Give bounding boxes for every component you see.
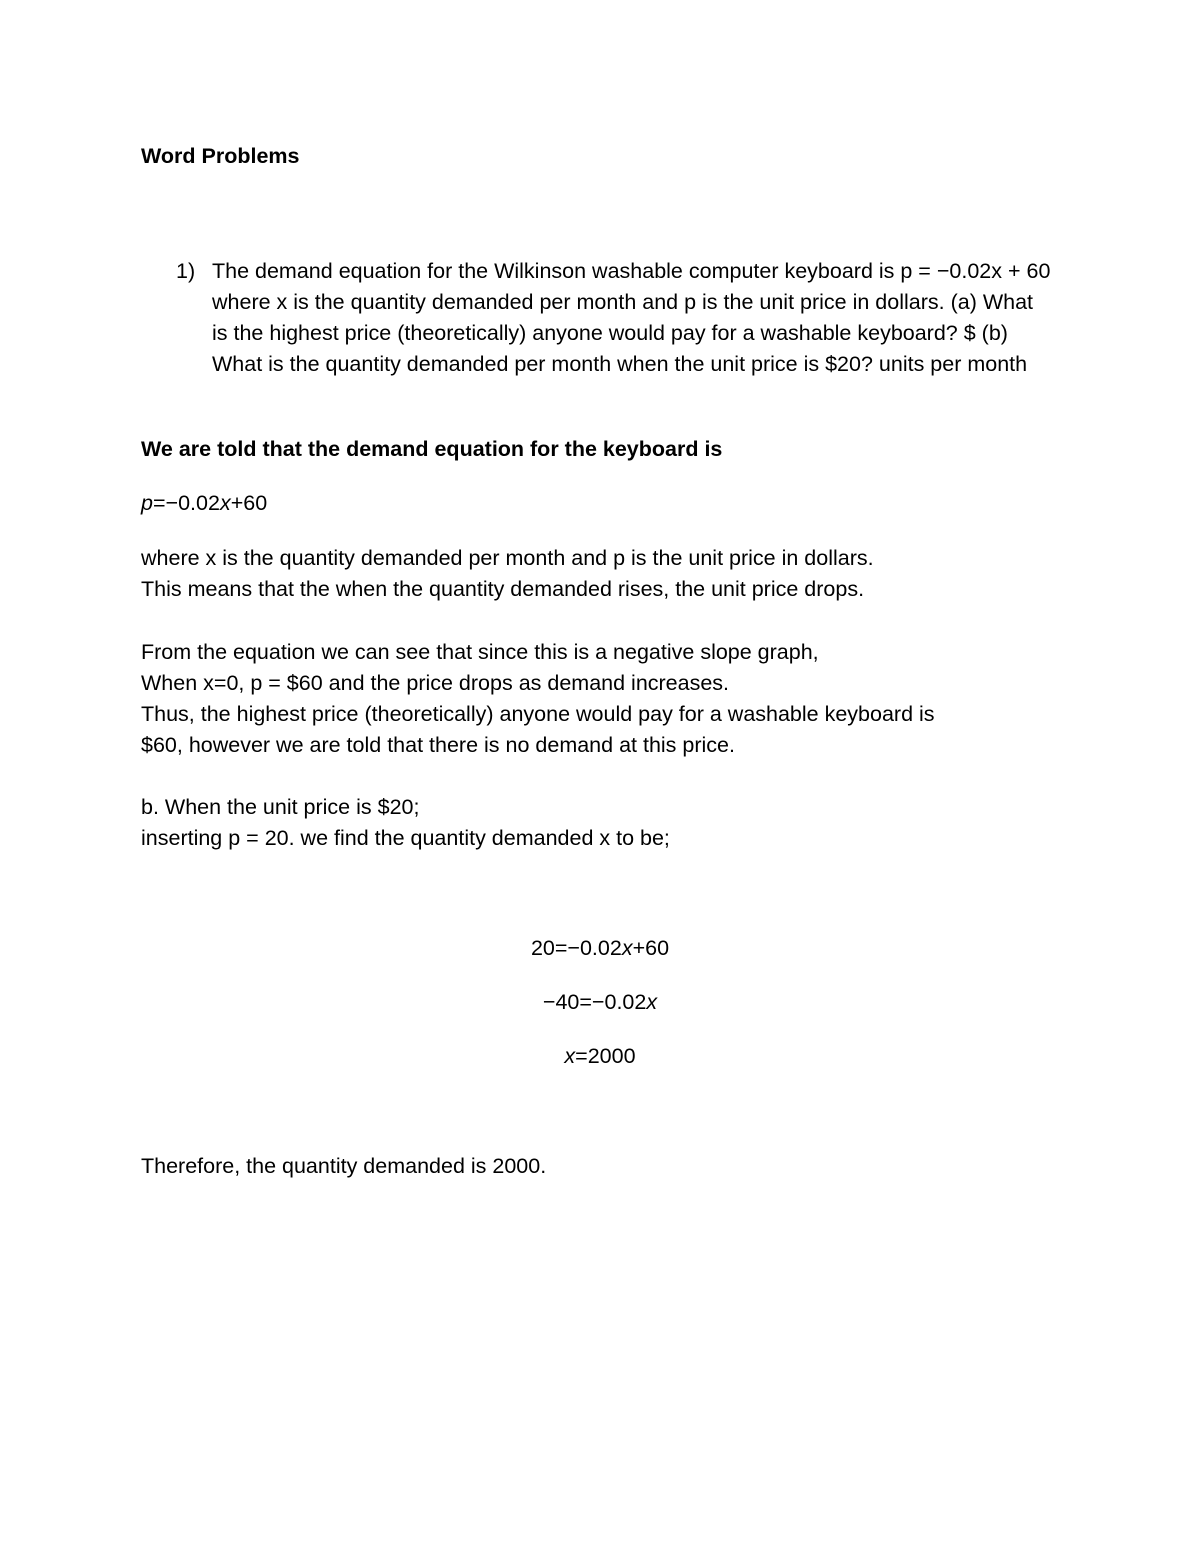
equation-x: x <box>219 491 231 515</box>
solution-line-3: x=2000 <box>564 1044 636 1068</box>
part-b-paragraph <box>141 792 1081 854</box>
part-a-line: From the equation we can see that since this is a negative slope graph, <box>141 640 819 664</box>
conclusion: Therefore, the quantity demanded is 2000. <box>141 1154 547 1178</box>
part-a-line: Thus, the highest price (theoretically) anyone would pay for a washable keyboard is <box>141 702 935 726</box>
intro-heading: We are told that the demand equation for the keyboard is <box>141 437 723 461</box>
explanation-line: where x is the quantity demanded per month and p is the unit price in dollars. <box>141 546 874 570</box>
explanation-paragraph <box>141 543 1081 605</box>
problem-1 <box>176 256 1056 380</box>
explanation-line: This means that the when the quantity demanded rises, the unit price drops. <box>141 577 865 601</box>
equation-tail: +60 <box>230 491 268 515</box>
part-b-line: inserting p = 20. we find the quantity demanded x to be; <box>141 826 670 850</box>
solution-line-1: 20=−0.02x+60 <box>530 936 670 960</box>
problem-number: 1) <box>176 259 196 283</box>
part-a-line: $60, however we are told that there is no demand at this price. <box>141 733 735 757</box>
demand-equation <box>141 488 1081 519</box>
page-title: Word Problems <box>141 144 300 168</box>
part-a-line: When x=0, p = $60 and the price drops as demand increases. <box>141 671 730 695</box>
equation-p: p <box>141 491 153 515</box>
problem-text: The demand equation for the Wilkinson washable computer keyboard is p = −0.02x + 60 where x is the quantity demanded per month and p is the unit price in dollars. (a) What is the highest price (theoretically) anyone would pay for a washable keyboard? $ (b) What is the quantity demanded per month when the unit price is $20? units per month <box>212 259 1051 376</box>
solution-line-2: −40=−0.02x <box>542 990 658 1014</box>
part-a-paragraph <box>141 637 1081 761</box>
part-b-line: b. When the unit price is $20; <box>141 795 420 819</box>
equation-mid: =−0.02 <box>152 491 220 515</box>
